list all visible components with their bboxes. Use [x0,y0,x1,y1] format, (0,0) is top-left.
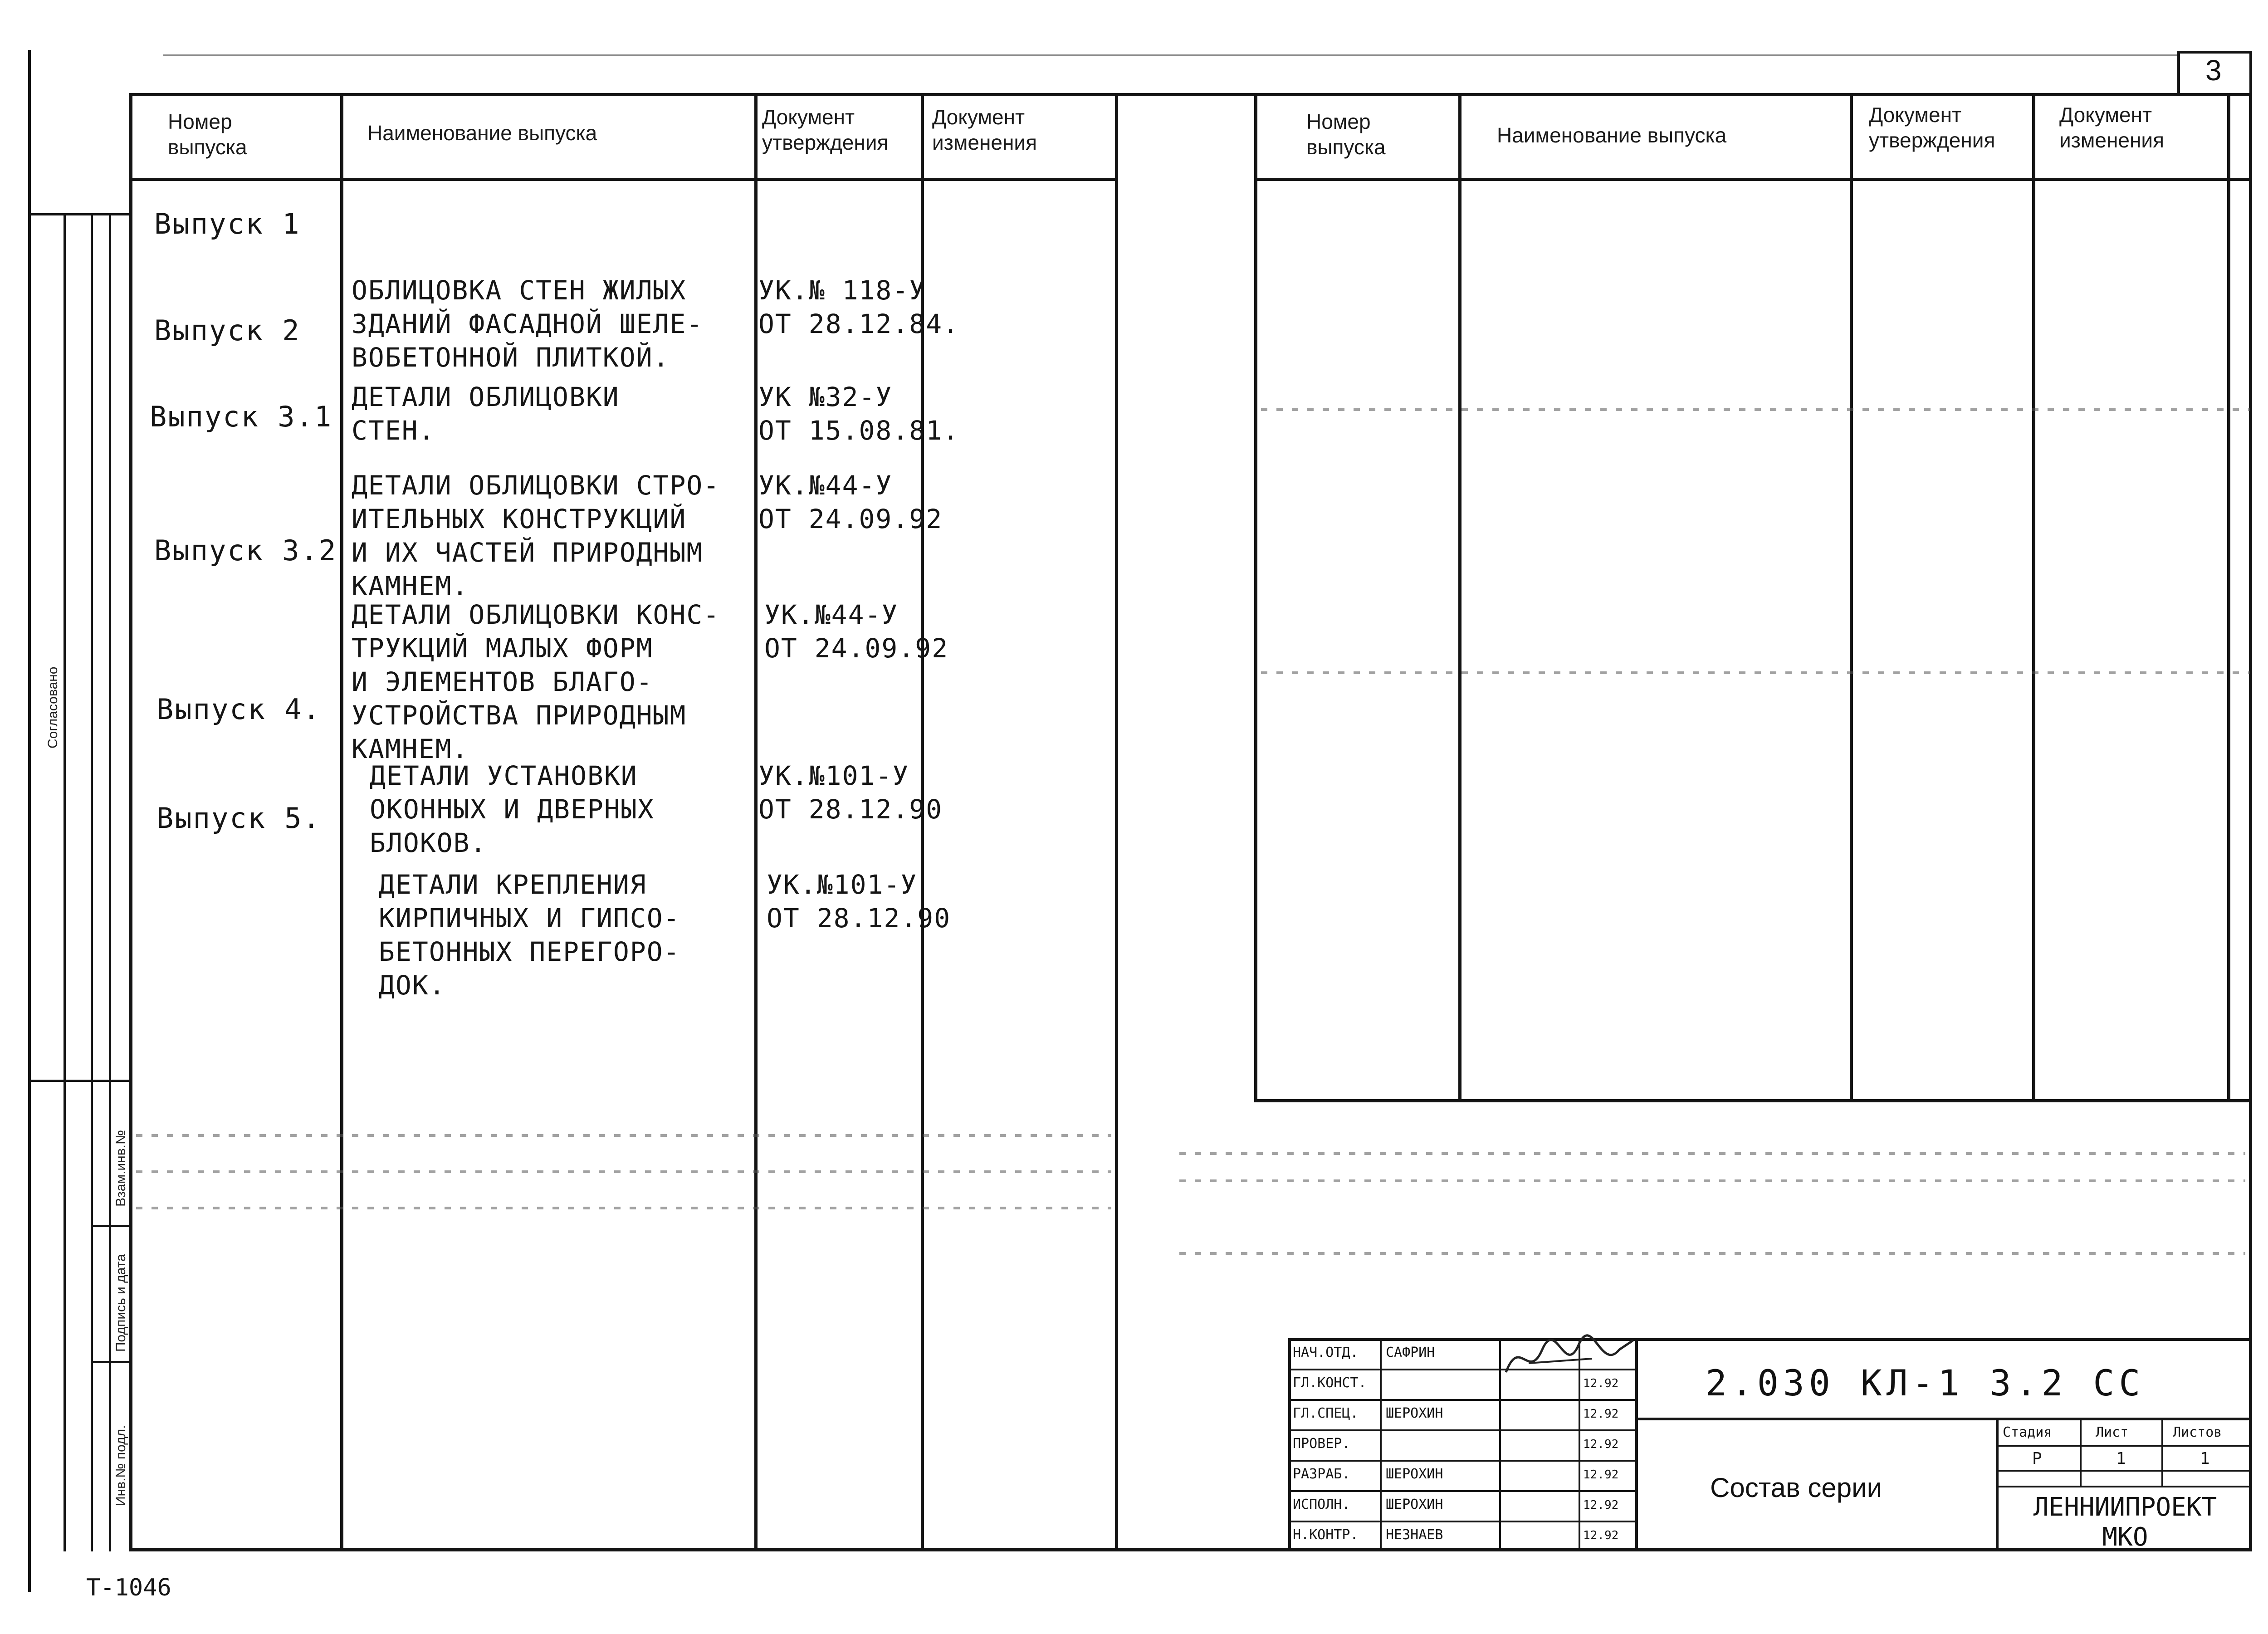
signer-role: ПРОВЕР. [1293,1436,1350,1452]
sheet-value: 1 [2116,1449,2126,1468]
margin-h [28,213,130,215]
scan-noise [1179,1252,2245,1255]
row-3-name: ДЕТАЛИ ОБЛИЦОВКИ СТРО- ИТЕЛЬНЫХ КОНСТРУКЦИЙ И ИХ ЧАСТЕЙ ПРИРОДНЫМ КАМНЕМ. [352,470,720,602]
signer-name: НЕЗНАЕВ [1386,1527,1443,1543]
signer-date: 12.92 [1583,1407,1619,1421]
tb-row [1996,1486,2252,1487]
sheet-label: Лист [2096,1424,2129,1440]
row-3-issue: Выпуск 3.1 [150,400,333,433]
row-2-doc: УК №32-У ОТ 15.08.81. [758,382,960,446]
scan-noise [136,1170,1111,1173]
sheet-number: 3 [2205,54,2222,87]
side-label-inv: Инв.№ подл. [113,1425,128,1506]
side-label-replaced: Взам.инв.№ [113,1130,128,1207]
signer-row-line [1288,1429,1635,1431]
right-header-doc-change: Документ изменения [2059,103,2164,152]
scan-noise [1179,1179,2245,1182]
stage-label: Стадия [2003,1424,2052,1440]
signer-role: РАЗРАБ. [1293,1466,1350,1482]
header-issue-name: Наименование выпуска [367,121,597,145]
right-col-line [2032,93,2035,1102]
header-doc-approval: Документ утверждения [762,105,889,154]
margin-h [28,1080,130,1082]
side-label-sign: Подпись и дата [113,1254,128,1352]
row-2-name: ДЕТАЛИ ОБЛИЦОВКИ СТЕН. [352,382,620,446]
tb-col [2161,1418,2163,1486]
row-5-doc: УК.№101-У ОТ 28.12.90 [758,760,943,825]
row-6-name: ДЕТАЛИ КРЕПЛЕНИЯ КИРПИЧНЫХ И ГИПСО- БЕТОННЫХ ПЕРЕГОРО- ДОК. [379,869,680,1001]
col-line [340,93,343,1551]
signer-date: 12.92 [1583,1438,1619,1451]
header-issue-number: Номер выпуска [168,110,247,159]
row-2-issue: Выпуск 2 [154,314,301,347]
right-col-line [2227,93,2230,1102]
scan-noise [1179,1152,2245,1155]
row-4-name: ДЕТАЛИ ОБЛИЦОВКИ КОНС- ТРУКЦИЙ МАЛЫХ ФОРМ И ЭЛЕМЕНТОВ БЛАГО- УСТРОЙСТВА ПРИРОДНЫМ КАМНЕМ. [352,599,720,764]
stage-value: Р [2032,1449,2042,1468]
signer-name: ШЕРОХИН [1386,1405,1443,1421]
right-table-frame [1254,93,2252,1102]
margin-strip-line [64,213,66,1551]
tb-col [2080,1418,2082,1486]
signer-date: 12.92 [1583,1498,1619,1512]
sheets-label: Листов [2173,1424,2222,1440]
row-5-issue: Выпуск 4. [156,693,321,726]
margin-h [91,1361,132,1363]
row-6-issue: Выпуск 5. [156,802,321,835]
signer-row-line [1288,1399,1635,1401]
format-mark: Т-1046 [86,1574,171,1601]
tb-row [1996,1445,2252,1447]
signer-date: 12.92 [1583,1468,1619,1482]
col-line [1115,93,1118,1551]
signature-scribble [1501,1331,1637,1386]
signer-row-line [1288,1521,1635,1522]
signer-role: ГЛ.КОНСТ. [1293,1375,1367,1391]
row-5-name: ДЕТАЛИ УСТАНОВКИ ОКОННЫХ И ДВЕРНЫХ БЛОКОВ. [370,760,655,858]
doc-title: Состав серии [1710,1473,1882,1503]
row-1-doc: УК.№ 118-У ОТ 28.12.84. [758,275,960,339]
organization: ЛЕННИИПРОЕКТ МКО [2033,1492,2217,1552]
col-line [754,93,758,1551]
signer-row-line [1288,1490,1635,1492]
row-4-doc: УК.№44-У ОТ 24.09.92 [764,599,949,664]
row-4-issue: Выпуск 3.2 [154,534,337,567]
scan-noise [1261,671,2250,674]
right-header-doc-approval: Документ утверждения [1869,103,1995,152]
header-doc-change: Документ изменения [932,105,1037,154]
scan-noise [136,1134,1111,1137]
tb-row [1996,1470,2252,1472]
tb-row [1635,1418,2252,1420]
scan-noise [1261,408,2250,411]
sheets-value: 1 [2200,1449,2210,1468]
right-header-bottom [1254,178,2252,181]
signer-name: ШЕРОХИН [1386,1466,1443,1482]
signer-role: НАЧ.ОТД. [1293,1345,1359,1360]
margin-strip-line [109,213,111,1551]
right-col-line [1850,93,1853,1102]
right-header-issue-number: Номер выпуска [1306,110,1386,159]
margin-strip-line [91,213,93,1551]
signer-date: 12.92 [1583,1377,1619,1390]
signer-role: ИСПОЛН. [1293,1497,1350,1512]
signer-date: 12.92 [1583,1529,1619,1542]
right-header-issue-name: Наименование выпуска [1497,123,1727,147]
top-line [163,54,2177,56]
signer-name: САФРИН [1386,1345,1435,1360]
signer-name: ШЕРОХИН [1386,1497,1443,1512]
doc-code: 2.030 КЛ-1 3.2 СС [1706,1363,2145,1404]
row-1-name: ОБЛИЦОВКА СТЕН ЖИЛЫХ ЗДАНИЙ ФАСАДНОЙ ШЕЛЕ- ВОБЕТОННОЙ ПЛИТКОЙ. [352,275,704,373]
signer-role: ГЛ.СПЕЦ. [1293,1405,1359,1421]
header-bottom-line [129,178,1118,181]
row-6-doc: УК.№101-У ОТ 28.12.90 [767,869,951,934]
signer-row-line [1288,1460,1635,1462]
right-col-line [1458,93,1461,1102]
scan-noise [136,1207,1111,1209]
row-3-doc: УК.№44-У ОТ 24.09.92 [758,470,943,534]
row-1-issue: Выпуск 1 [154,207,301,240]
side-label-agreed: Согласовано [45,666,60,749]
margin-line [28,50,31,1592]
margin-h [91,1225,132,1227]
signer-role: Н.КОНТР. [1293,1527,1359,1543]
